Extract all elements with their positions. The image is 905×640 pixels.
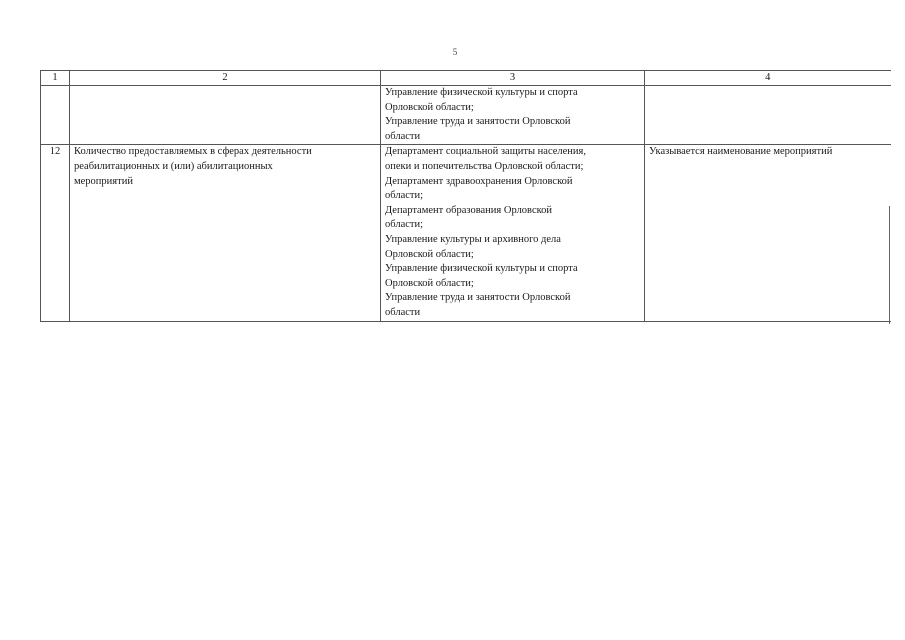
cell-responsible-continued — [381, 86, 645, 145]
table-row-12 — [41, 145, 891, 321]
cell-note-empty — [645, 86, 891, 145]
table-header-row — [41, 71, 891, 86]
responsible-line: Орловской области; — [385, 101, 474, 113]
page-number: 5 — [452, 47, 458, 57]
cell-indicator-empty — [70, 86, 381, 145]
table-row-continued — [41, 86, 891, 145]
responsible-line: Управление труда и занятости Орловской — [385, 116, 571, 128]
responsible-line: области — [385, 306, 421, 318]
responsible-line: Управление культуры и архивного дела — [385, 233, 561, 245]
responsible-line: Управление физической культуры и спорта — [385, 263, 578, 275]
table-right-border-fragment — [889, 206, 890, 324]
document-table — [40, 70, 891, 322]
responsible-line: области; — [385, 190, 424, 202]
cell-note — [645, 145, 891, 321]
responsible-line: опеки и попечительства Орловской области; — [385, 160, 584, 172]
responsible-line: области — [385, 130, 421, 142]
responsible-line: Департамент здравоохранения Орловской — [385, 175, 573, 187]
cell-indicator — [70, 145, 381, 321]
indicator-line: Количество предоставляемых в сферах деятельности — [74, 146, 312, 158]
indicator-line: реабилитационных и (или) абилитационных — [74, 160, 273, 172]
responsible-line: Управление физической культуры и спорта — [385, 87, 578, 98]
column-header-2: 2 — [70, 71, 381, 86]
cell-responsible — [381, 145, 645, 321]
cell-number-empty — [41, 86, 70, 145]
column-header-3: 3 — [381, 71, 645, 86]
column-header-4: 4 — [645, 71, 891, 86]
indicator-line: мероприятий — [74, 175, 133, 187]
column-header-1: 1 — [41, 71, 70, 86]
note-text: Указывается наименование мероприятий — [649, 146, 833, 158]
responsible-line: Орловской области; — [385, 277, 474, 289]
responsible-line: Департамент социальной защиты населения, — [385, 146, 587, 158]
responsible-line: Департамент образования Орловской — [385, 204, 553, 216]
cell-row-number: 12 — [41, 145, 70, 321]
responsible-line: Управление труда и занятости Орловской — [385, 292, 571, 304]
responsible-line: Орловской области; — [385, 248, 474, 260]
responsible-line: области; — [385, 219, 424, 231]
